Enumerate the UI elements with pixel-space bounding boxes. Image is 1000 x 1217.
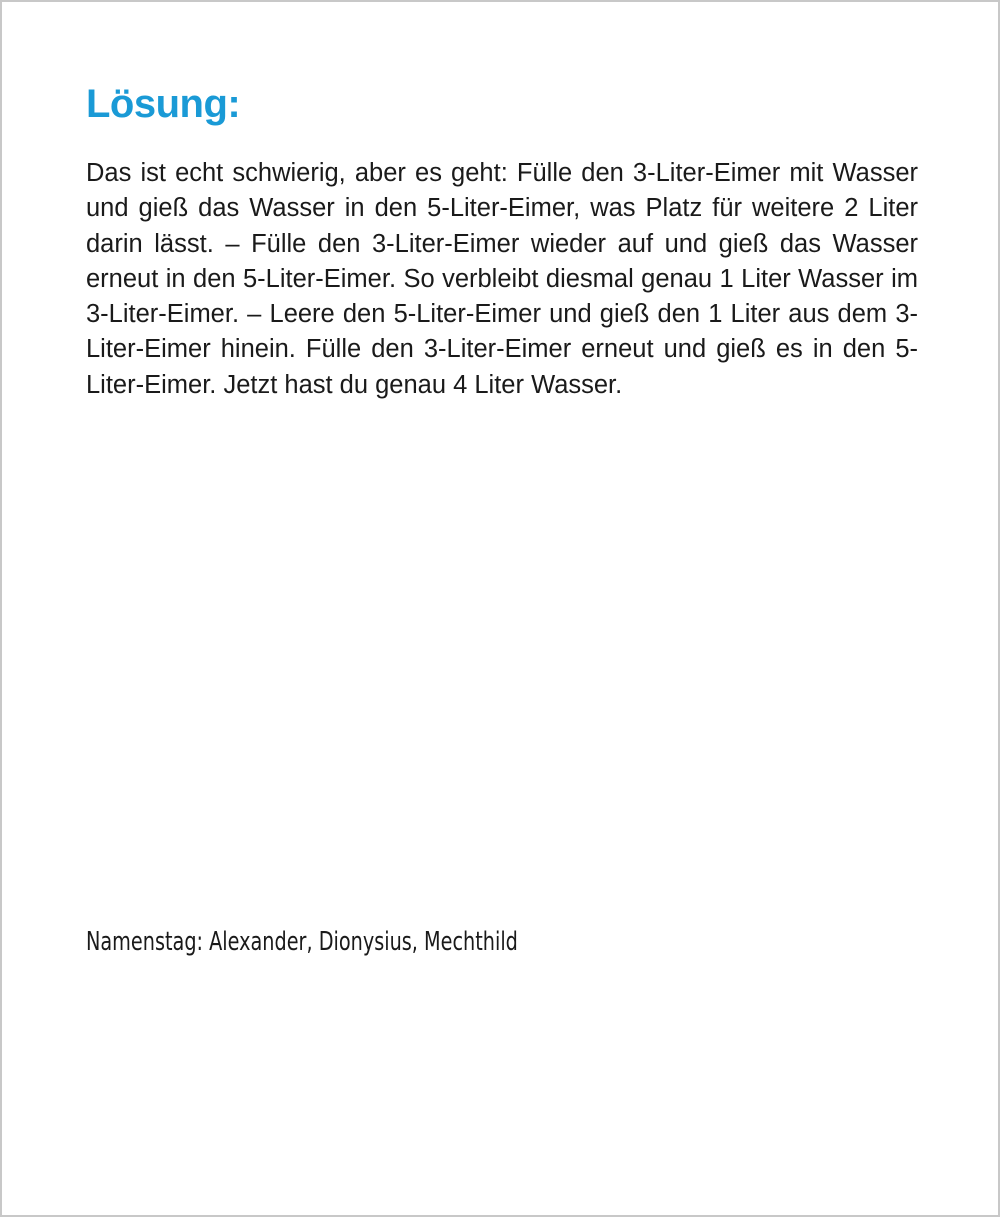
nameday-line: Namenstag: Alexander, Dionysius, Mechthild (86, 927, 518, 957)
solution-heading: Lösung: (86, 82, 241, 126)
solution-text: Das ist echt schwierig, aber es geht: Fülle den 3-Liter-Eimer mit Wasser und gieß das Wasser in den 5-Liter-Eimer, was Platz für weitere 2 Liter darin lässt. – Fülle den 3-Liter-Eimer wieder auf und gieß das Wasser erneut in den 5-Liter-Eimer. So verbleibt diesmal genau 1 Liter Wasser im 3-Liter-Eimer. – Leere den 5-Liter-Eimer und gieß den 1 Liter aus dem 3-Liter-Eimer hinein. Fülle den 3-Liter-Eimer erneut und gieß es in den 5-Liter-Eimer. Jetzt hast du genau 4 Liter Wasser. (86, 159, 918, 399)
